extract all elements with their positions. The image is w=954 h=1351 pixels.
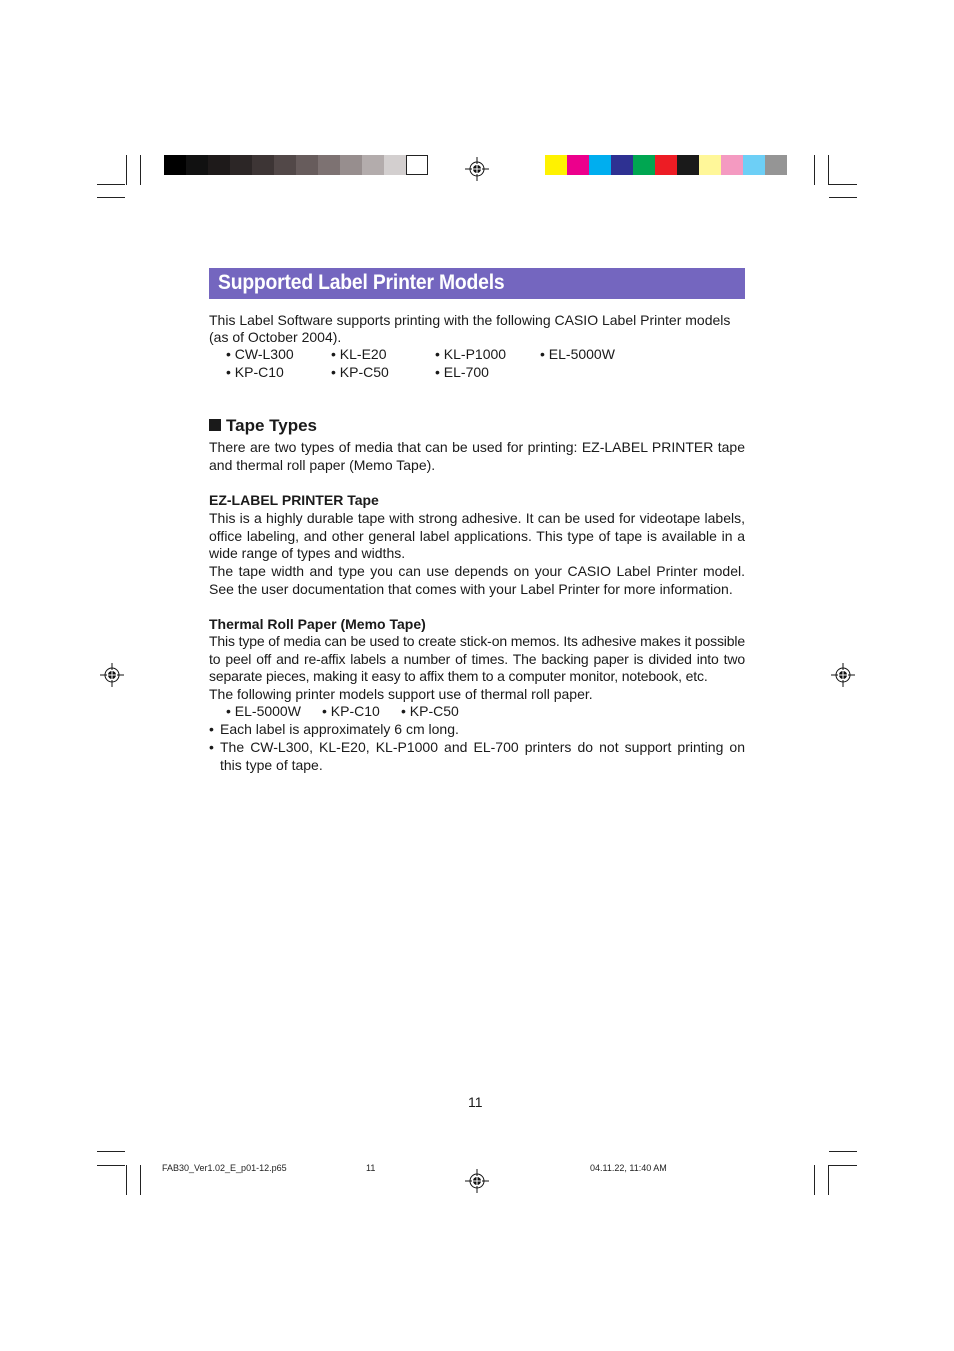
color-swatch (186, 155, 208, 175)
color-swatch (230, 155, 252, 175)
section-title: Supported Label Printer Models (218, 271, 505, 294)
footer-page: 11 (366, 1163, 376, 1173)
section-title-bar (209, 268, 745, 299)
ez-label-text-1: This is a highly durable tape with strong adhesive. It can be used for videotape labels, office labeling, and other general label applications. This type of tape is available in a wide range of types and widths. (209, 510, 745, 562)
color-swatch (655, 155, 677, 175)
registration-mark-right-icon (831, 663, 855, 687)
intro-line-2: (as of October 2004). (209, 329, 342, 345)
color-swatch (362, 155, 384, 175)
footer-timestamp: 04.11.22, 11:40 AM (590, 1163, 667, 1173)
color-swatch (545, 155, 567, 175)
color-swatch (743, 155, 765, 175)
ez-label-heading: EZ-LABEL PRINTER Tape (209, 492, 379, 508)
color-swatch (567, 155, 589, 175)
bullet-marker: • (209, 739, 214, 755)
model-item: • KP-C10 (226, 364, 284, 380)
model-item: • EL-700 (435, 364, 489, 380)
color-swatch (611, 155, 633, 175)
color-swatch (252, 155, 274, 175)
color-swatch (765, 155, 787, 175)
ez-label-text-2: The tape width and type you can use depends on your CASIO Label Printer model. See the user documentation that comes with your Label Printer for more information. (209, 563, 745, 597)
color-swatch (699, 155, 721, 175)
memo-model-item: • KP-C50 (401, 703, 459, 719)
color-swatch (340, 155, 362, 175)
registration-mark-top-icon (465, 157, 489, 181)
memo-tape-heading: Thermal Roll Paper (Memo Tape) (209, 616, 426, 632)
color-swatch (274, 155, 296, 175)
model-item: • EL-5000W (540, 346, 615, 362)
memo-tape-text-1: This type of media can be used to create stick-on memos. Its adhesive makes it possible to peel off and re-affix labels a number of times. The backing paper is divided into two separate pieces, making it easy to affix them to a computer monitor, notebook, etc. (209, 633, 745, 685)
color-swatch (633, 155, 655, 175)
page-number: 11 (468, 1094, 483, 1110)
color-swatch (406, 155, 428, 175)
model-item: • KP-C50 (331, 364, 389, 380)
color-swatch (318, 155, 340, 175)
memo-bullet-1: Each label is approximately 6 cm long. (220, 721, 459, 737)
memo-tape-text-2: The following printer models support use of thermal roll paper. (209, 686, 593, 702)
color-swatch (384, 155, 406, 175)
memo-bullet-2: The CW-L300, KL-E20, KL-P1000 and EL-700 printers do not support printing on this type of tape. (220, 739, 745, 773)
color-swatch (296, 155, 318, 175)
model-item: • KL-P1000 (435, 346, 507, 362)
color-swatch (677, 155, 699, 175)
memo-model-item: • KP-C10 (322, 703, 380, 719)
color-swatch (721, 155, 743, 175)
model-item: • CW-L300 (226, 346, 294, 362)
memo-model-item: • EL-5000W (226, 703, 301, 719)
color-swatch (589, 155, 611, 175)
color-swatch (164, 155, 186, 175)
model-item: • KL-E20 (331, 346, 387, 362)
registration-mark-left-icon (100, 663, 124, 687)
registration-mark-bottom-icon (465, 1169, 489, 1193)
tape-types-heading: Tape Types (209, 416, 317, 436)
square-bullet-icon (209, 419, 221, 431)
tape-types-intro: There are two types of media that can be used for printing: EZ-LABEL PRINTER tape and thermal roll paper (Memo Tape). (209, 439, 745, 473)
color-swatch (208, 155, 230, 175)
bullet-marker: • (209, 721, 214, 737)
footer-filename: FAB30_Ver1.02_E_p01-12.p65 (162, 1163, 287, 1173)
intro-line-1: This Label Software supports printing with the following CASIO Label Printer models (209, 312, 731, 328)
